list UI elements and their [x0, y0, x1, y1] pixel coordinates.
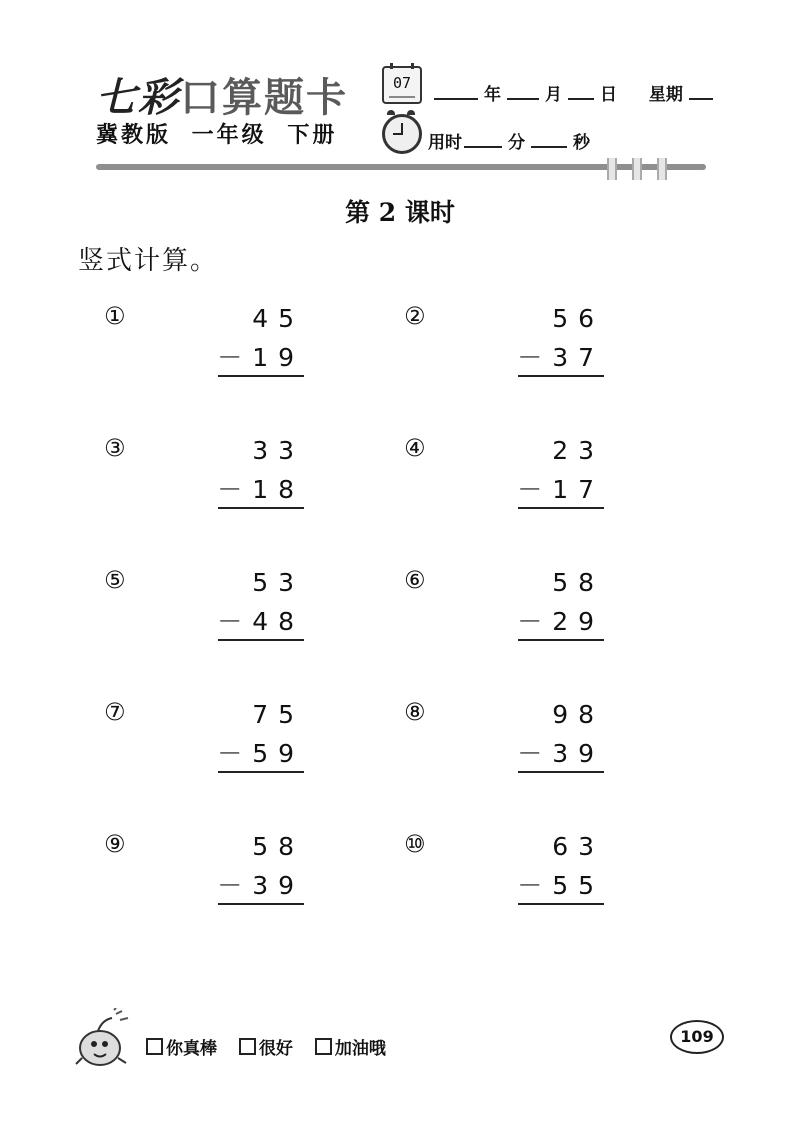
problem-10: [404, 830, 604, 920]
minuend: 33: [252, 436, 304, 465]
self-rating: [146, 1034, 402, 1060]
minuend: 53: [252, 568, 304, 597]
second-label: 秒: [573, 133, 590, 153]
problem-number: ⑩: [404, 830, 426, 858]
answer-line[interactable]: [218, 771, 304, 773]
brand-title: [96, 66, 348, 123]
minuend: 98: [552, 700, 604, 729]
minuend: 58: [252, 832, 304, 861]
brand-title-rest: 口算题卡: [180, 74, 348, 121]
answer-line[interactable]: [518, 375, 604, 377]
minuend: 58: [552, 568, 604, 597]
subtrahend: －37: [517, 343, 604, 372]
month-label: 月: [545, 85, 562, 105]
rule-peg: [607, 158, 617, 180]
rating-label: 加油哦: [334, 1039, 386, 1059]
time-fill-line: [428, 128, 590, 153]
rule-peg: [632, 158, 642, 180]
year-blank[interactable]: [434, 84, 478, 100]
problem-number: ③: [104, 434, 126, 462]
mascot-icon: [72, 1008, 134, 1068]
answer-line[interactable]: [518, 507, 604, 509]
page-number: 109: [670, 1020, 724, 1054]
problem-8: [404, 698, 604, 788]
minuend: 45: [252, 304, 304, 333]
answer-line[interactable]: [218, 507, 304, 509]
day-blank[interactable]: [568, 84, 594, 100]
month-blank[interactable]: [507, 84, 539, 100]
rating-option-3[interactable]: [315, 1034, 386, 1059]
day-label: 日: [600, 85, 617, 105]
minute-label: 分: [508, 133, 525, 153]
problem-number: ⑥: [404, 566, 426, 594]
rating-option-2[interactable]: [239, 1034, 293, 1059]
brand-title-lead: 七彩: [96, 74, 180, 121]
rating-option-1[interactable]: [146, 1034, 217, 1059]
subtrahend: －48: [217, 607, 304, 636]
second-blank[interactable]: [531, 132, 567, 148]
minuend: 75: [252, 700, 304, 729]
problem-2: [404, 302, 604, 392]
clock-icon: [382, 114, 422, 154]
subtrahend: －39: [517, 739, 604, 768]
problem-number: ⑧: [404, 698, 426, 726]
answer-line[interactable]: [518, 903, 604, 905]
problem-4: [404, 434, 604, 524]
rule-peg: [657, 158, 667, 180]
problem-number: ⑦: [104, 698, 126, 726]
edition-label: 冀教版 一年级 下册: [96, 123, 338, 148]
problem-7: [104, 698, 304, 788]
calendar-day: 07: [392, 74, 412, 92]
problem-9: [104, 830, 304, 920]
answer-line[interactable]: [518, 771, 604, 773]
minuend: 63: [552, 832, 604, 861]
problem-number: ①: [104, 302, 126, 330]
year-label: 年: [484, 85, 501, 105]
problem-number: ②: [404, 302, 426, 330]
week-blank[interactable]: [689, 84, 713, 100]
checkbox-icon[interactable]: [239, 1038, 256, 1055]
minuend: 56: [552, 304, 604, 333]
checkbox-icon[interactable]: [315, 1038, 332, 1055]
calendar-icon: [382, 66, 422, 104]
subtrahend: －39: [217, 871, 304, 900]
time-prefix: 用时: [428, 133, 462, 153]
lesson-title: 第 2 课时: [345, 198, 455, 227]
rating-label: 你真棒: [166, 1039, 217, 1059]
problem-number: ⑤: [104, 566, 126, 594]
date-fill-line: [428, 80, 719, 105]
subtrahend: －18: [217, 475, 304, 504]
answer-line[interactable]: [218, 903, 304, 905]
answer-line[interactable]: [218, 639, 304, 641]
answer-line[interactable]: [218, 375, 304, 377]
subtrahend: －55: [517, 871, 604, 900]
rating-label: 很好: [258, 1039, 293, 1059]
instruction-text: 竖式计算。: [78, 246, 219, 276]
problem-number: ⑨: [104, 830, 126, 858]
minuend: 23: [552, 436, 604, 465]
subtrahend: －59: [217, 739, 304, 768]
minute-blank[interactable]: [464, 132, 502, 148]
problem-1: [104, 302, 304, 392]
subtrahend: －19: [217, 343, 304, 372]
problem-5: [104, 566, 304, 656]
problem-3: [104, 434, 304, 524]
week-label: 星期: [648, 85, 683, 105]
problem-6: [404, 566, 604, 656]
subtrahend: －29: [517, 607, 604, 636]
subtrahend: －17: [517, 475, 604, 504]
checkbox-icon[interactable]: [146, 1038, 163, 1055]
answer-line[interactable]: [518, 639, 604, 641]
problem-number: ④: [404, 434, 426, 462]
